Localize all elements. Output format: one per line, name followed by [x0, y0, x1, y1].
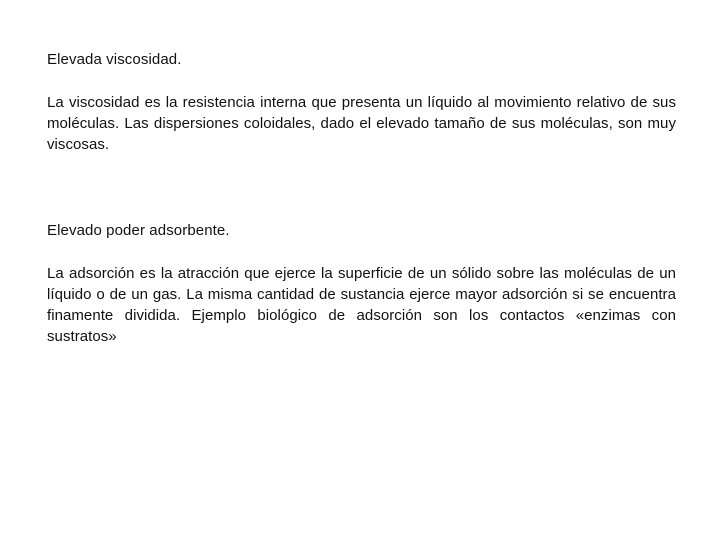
section-paragraph: La viscosidad es la resistencia interna que presenta un líquido al movimiento relativo de sus moléculas. Las dispersiones coloidales, dado el elevado tamaño de sus moléculas, son muy viscosas. — [47, 94, 676, 153]
section-heading: Elevado poder adsorbente. — [47, 222, 230, 239]
section-adsorption — [47, 221, 676, 347]
section-paragraph: La adsorción es la atracción que ejerce la superficie de un sólido sobre las moléculas de un líquido o de un gas. La misma cantidad de sustancia ejerce mayor adsorción si se encuentra finamente dividida. Ejemplo biológico de adsorción son los contactos «enzimas con sustratos» — [47, 265, 676, 345]
section-heading: Elevada viscosidad. — [47, 51, 182, 68]
section-viscosity — [47, 50, 676, 155]
